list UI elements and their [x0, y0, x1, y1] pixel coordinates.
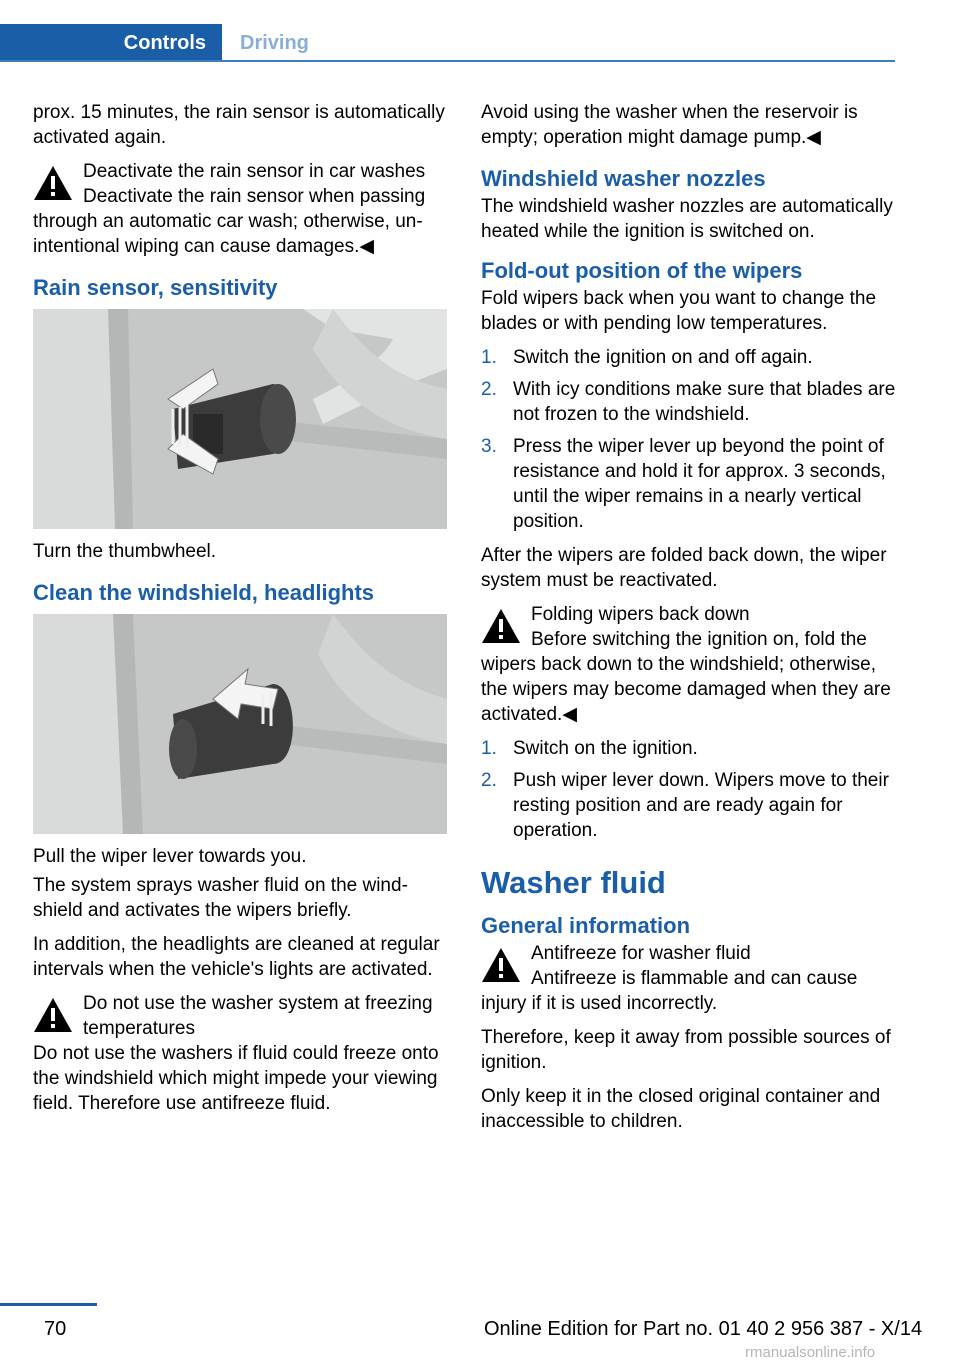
general-paragraph-1: Therefore, keep it away from possible sources of ignition. — [481, 1027, 891, 1073]
wiper-lever-illustration — [33, 614, 447, 834]
warning-body: Deactivate the rain sensor when passing through an automatic car wash; otherwise, unintentional wiping can cause damages.◀ — [33, 186, 426, 257]
after-fold-paragraph: After the wipers are folded back down, the wiper system must be reactivated. — [481, 545, 887, 591]
edition-note: Online Edition for Part no. 01 40 2 956 387 - X/14 — [484, 1318, 923, 1340]
page-number: 70 — [44, 1318, 67, 1340]
warning-freezing — [33, 991, 447, 1116]
warning-title: Do not use the washer system at freezing temperatures — [83, 993, 433, 1039]
warning-title: Folding wipers back down — [531, 604, 750, 625]
warning-title: Deactivate the rain sensor in car washes — [83, 161, 426, 182]
list-item: 1. Switch on the ignition. — [481, 738, 698, 759]
watermark: rmanualsonline.info — [745, 1344, 876, 1361]
intro-paragraph: prox. 15 minutes, the rain sensor is automatically activated again. — [33, 102, 445, 148]
heading-general-information: General information — [481, 913, 691, 938]
nozzles-paragraph: The windshield washer nozzles are automatically heated while the ignition is switched on. — [481, 196, 893, 242]
fold-down-steps — [481, 736, 896, 843]
warning-antifreeze — [481, 941, 896, 1016]
heading-washer-fluid: Washer fluid — [481, 865, 666, 900]
general-paragraph-2: Only keep it in the closed original container and inaccessible to children. — [481, 1086, 881, 1132]
heading-clean-windshield: Clean the windshield, headlights — [33, 580, 375, 605]
warning-title: Antifreeze for washer fluid — [531, 943, 751, 964]
clean-paragraph-3: In addition, the headlights are cleaned at regular intervals when the vehicle's lights are activated. — [33, 934, 440, 980]
warning-triangle-icon — [481, 947, 521, 983]
clean-paragraph-1: Pull the wiper lever towards you. — [33, 846, 307, 867]
fold-out-paragraph: Fold wipers back when you want to change the blades or with pending low temperatures. — [481, 288, 877, 334]
warning-triangle-icon — [33, 165, 73, 201]
header-divider — [0, 60, 895, 62]
footer-accent-bar — [0, 1303, 97, 1306]
thumbwheel-illustration — [33, 309, 447, 529]
warning-triangle-icon — [33, 997, 73, 1033]
warning-body: Do not use the washers if fluid could freeze onto the windshield which might impede your viewing field. Therefore use antifreeze fluid. — [33, 1043, 439, 1114]
fold-out-steps — [481, 345, 896, 534]
right-column — [481, 100, 896, 1143]
left-column — [33, 100, 447, 1125]
tab-driving[interactable]: Driving — [240, 31, 309, 54]
warning-car-wash — [33, 159, 447, 259]
clean-paragraph-2: The system sprays washer fluid on the windshield and activates the wipers briefly. — [33, 875, 408, 921]
caption-thumbwheel: Turn the thumbwheel. — [33, 541, 217, 562]
warning-fold-down — [481, 602, 896, 727]
warning-body: Before switching the ignition on, fold the wipers back down to the windshield; otherwise, the wipers may become damaged when they are activated.◀ — [481, 629, 891, 725]
list-item: 1. Switch the ignition on and off again. — [481, 347, 813, 368]
list-item: 2. With icy conditions make sure that blades are not frozen to the windshield. — [481, 379, 896, 425]
continuation-paragraph: Avoid using the washer when the reservoir is empty; operation might damage pump.◀ — [481, 102, 858, 148]
heading-washer-nozzles: Windshield washer nozzles — [481, 166, 766, 191]
wiper-lever-image — [33, 614, 447, 834]
tab-controls[interactable]: Controls — [0, 24, 222, 62]
list-item: 3. Press the wiper lever up beyond the point of resistance and hold it for approx. 3 seconds, until the wiper remains in a nearly vertical position. — [481, 436, 886, 532]
page-header — [0, 24, 895, 62]
heading-rain-sensor-sensitivity: Rain sensor, sensitivity — [33, 275, 278, 300]
list-item: 2. Push wiper lever down. Wipers move to their resting position and are ready again for operation. — [481, 770, 889, 841]
warning-triangle-icon — [481, 608, 521, 644]
warning-body: Antifreeze is flammable and can cause injury if it is used incorrectly. — [481, 968, 858, 1014]
heading-fold-out: Fold-out position of the wipers — [481, 258, 803, 283]
thumbwheel-image — [33, 309, 447, 529]
